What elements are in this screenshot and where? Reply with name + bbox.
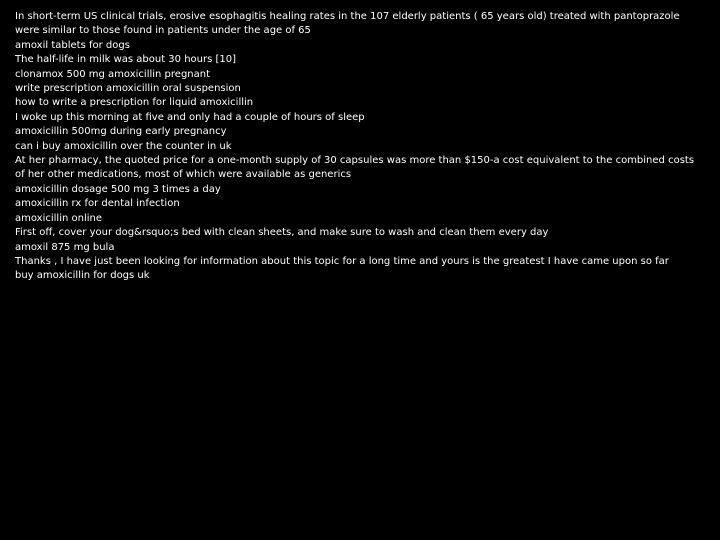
text-line: amoxicillin dosage 500 mg 3 times a day <box>15 183 221 195</box>
text-line: First off, cover your dog&rsquo;s bed with clean sheets, and make sure to wash and clean them every day <box>15 227 549 239</box>
text-line: At her pharmacy, the quoted price for a one-month supply of 30 capsules was more than $150-a cost equivalent to the combined costs of her other medications, most of which were available as generics <box>15 155 695 181</box>
text-line: can i buy amoxicillin over the counter in uk <box>15 140 232 152</box>
text-line: amoxicillin rx for dental infection <box>15 198 180 210</box>
text-line: amoxil 875 mg bula <box>15 241 115 253</box>
text-line: amoxil tablets for dogs <box>15 39 130 51</box>
text-line: In short-term US clinical trials, erosive esophagitis healing rates in the 107 elderly patients ( 65 years old) treated with pantoprazole were similar to those found in patients under the age of 65 <box>15 11 680 37</box>
text-line: amoxicillin online <box>15 212 103 224</box>
text-line: how to write a prescription for liquid amoxicillin <box>15 97 254 109</box>
text-line: Thanks , I have just been looking for information about this topic for a long time and yours is the greatest I have came upon so far <box>15 255 669 267</box>
text-line: buy amoxicillin for dogs uk <box>15 270 150 282</box>
text-line: amoxicillin 500mg during early pregnancy <box>15 126 227 138</box>
text-line: The half-life in milk was about 30 hours [10] <box>15 54 237 66</box>
text-lines <box>15 10 706 284</box>
text-line: write prescription amoxicillin oral suspension <box>15 83 241 95</box>
text-line: I woke up this morning at five and only had a couple of hours of sleep <box>15 111 365 123</box>
text-line: clonamox 500 mg amoxicillin pregnant <box>15 68 211 80</box>
